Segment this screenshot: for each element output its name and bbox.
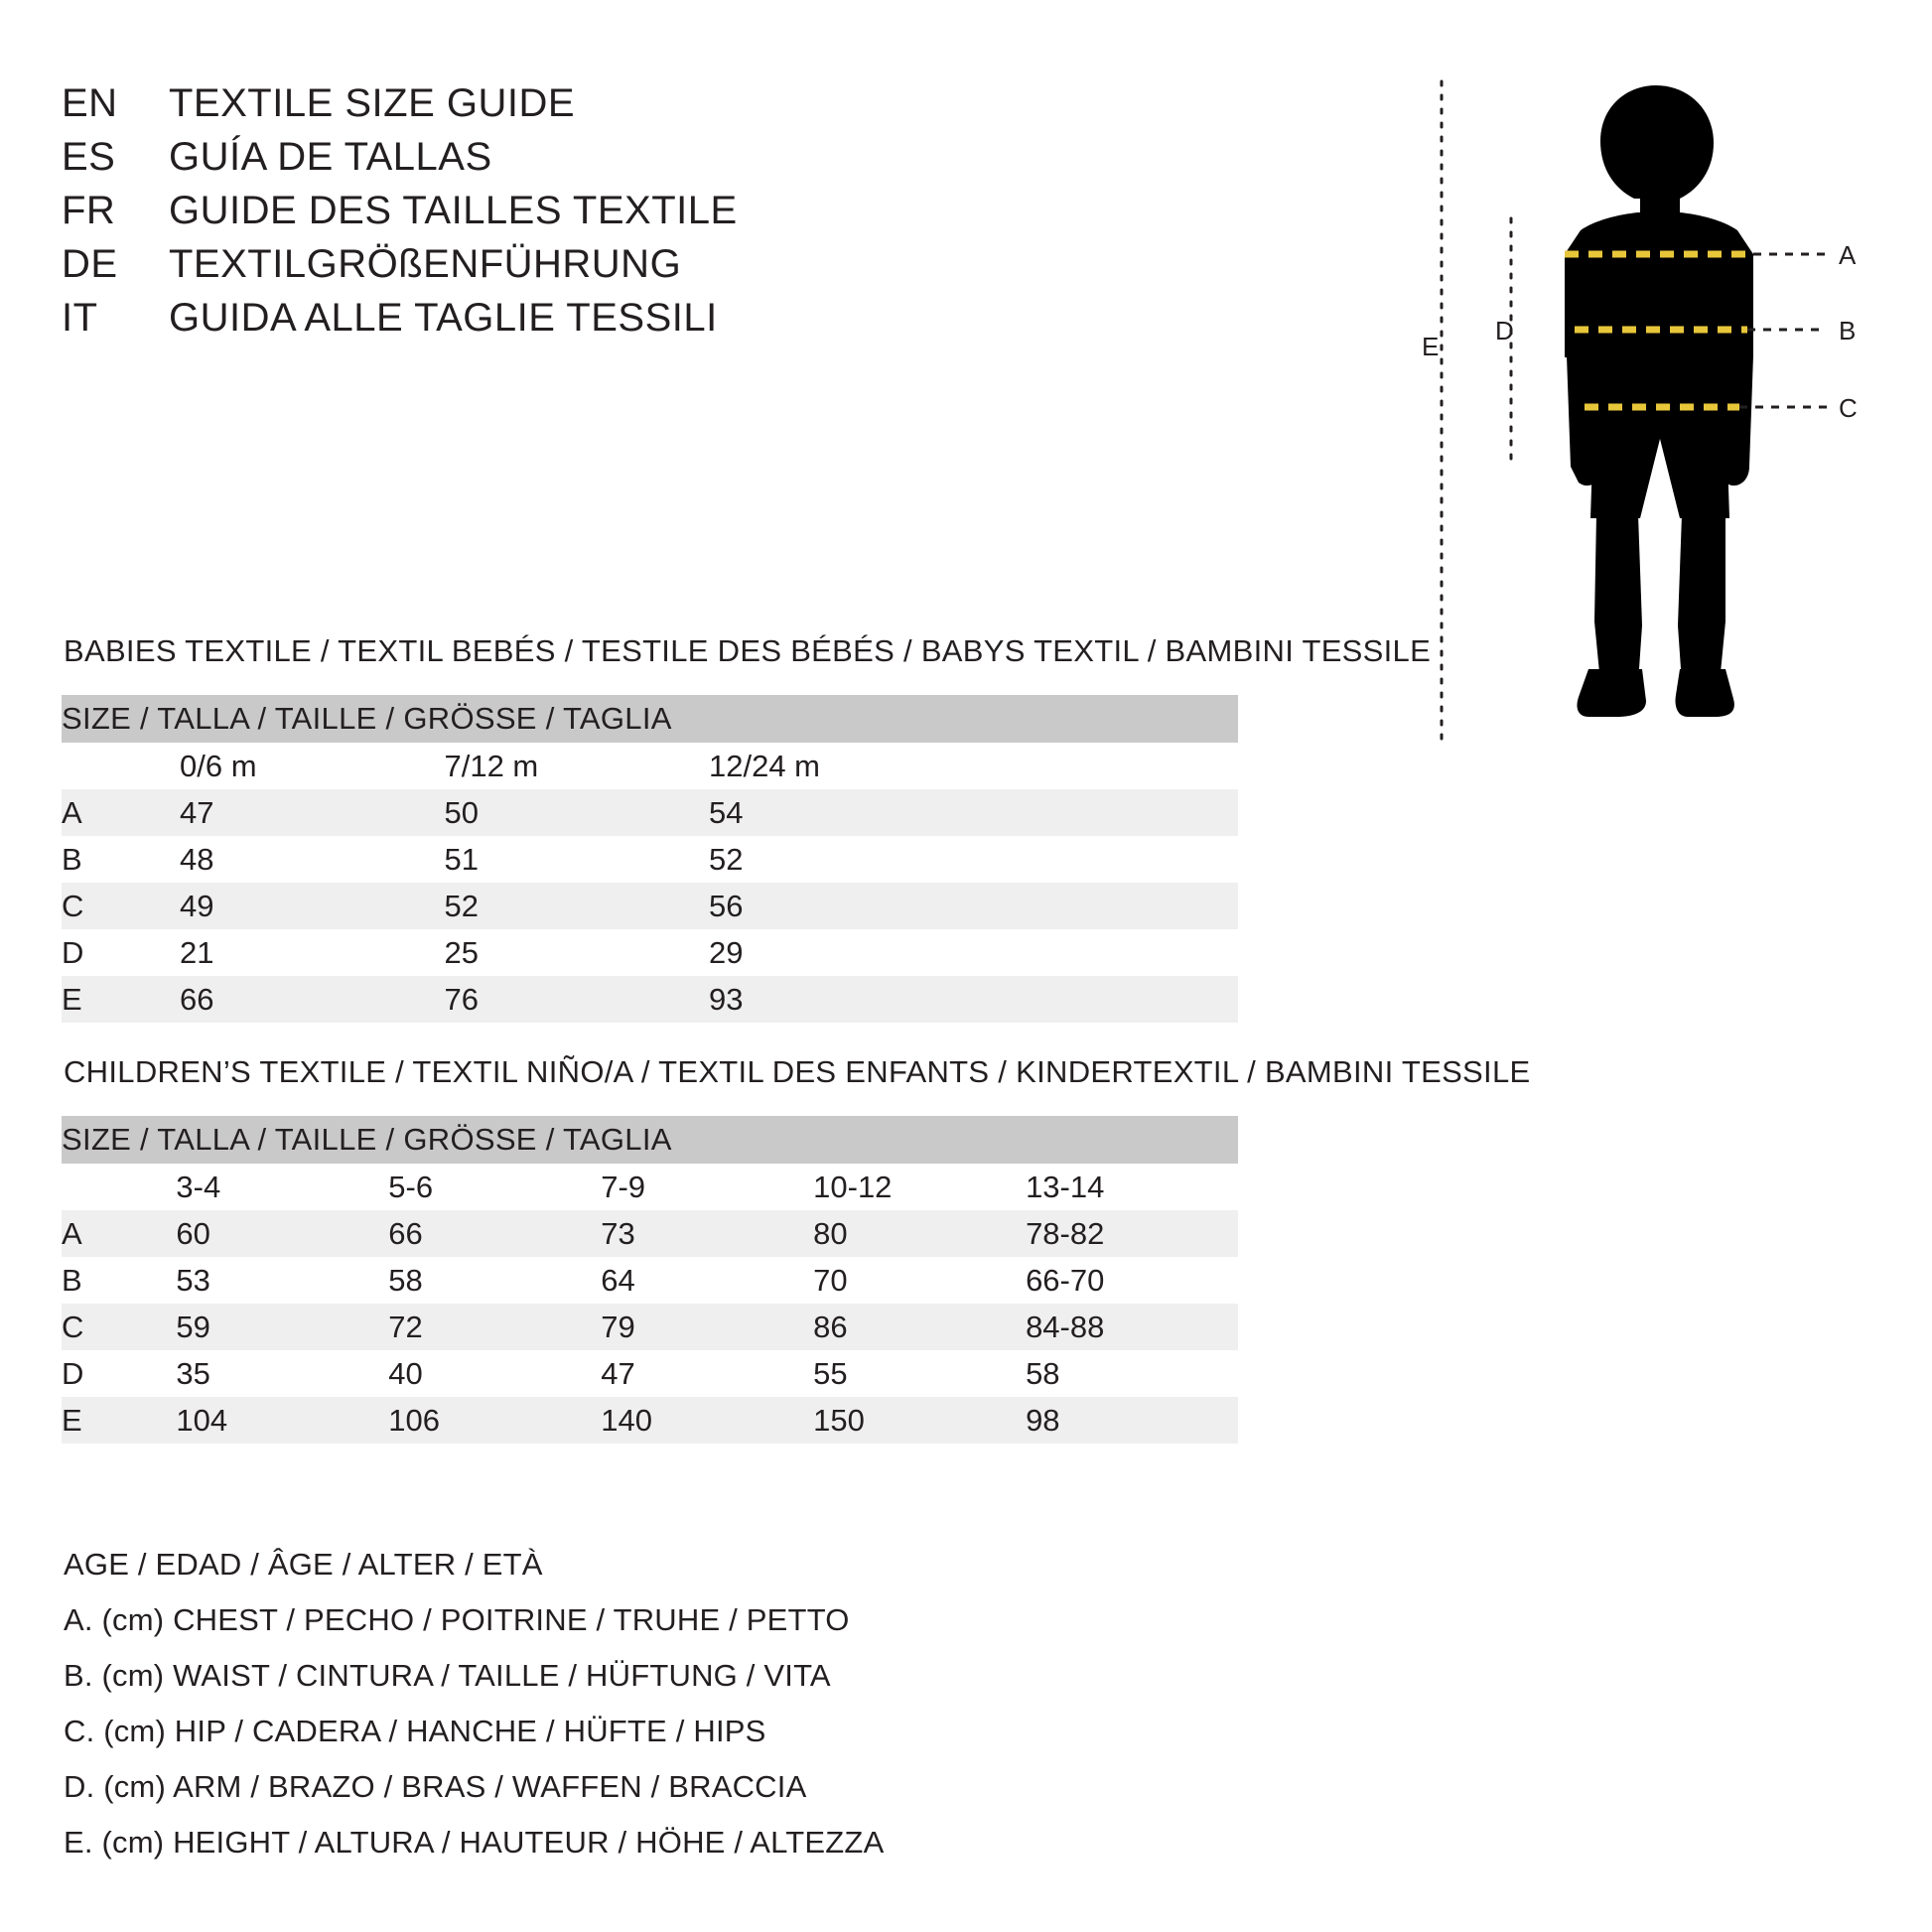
babies-size-2: 12/24 m: [709, 743, 974, 789]
babies-size-0: 0/6 m: [180, 743, 445, 789]
children-sizes-rowlabel: [62, 1164, 176, 1210]
children-row-label-c: C: [62, 1304, 176, 1350]
language-titles: [62, 81, 1154, 349]
children-e-2: 140: [601, 1397, 813, 1444]
legend-line-waist: B. (cm) WAIST / CINTURA / TAILLE / HÜFTUNG / VITA: [64, 1658, 831, 1693]
language-row-fr: [62, 189, 1154, 242]
table-row: [62, 1397, 1238, 1444]
children-b-4: 66-70: [1026, 1257, 1238, 1304]
children-size-0: 3-4: [176, 1164, 388, 1210]
figure-label-d: D: [1495, 316, 1514, 345]
children-b-1: 58: [388, 1257, 601, 1304]
measurement-legend: [64, 1537, 1255, 1870]
language-title-it: GUIDA ALLE TAGLIE TESSILI: [169, 296, 718, 340]
figure-label-e: E: [1422, 332, 1440, 361]
children-sizes-row: [62, 1164, 1238, 1210]
babies-c-1: 52: [444, 883, 709, 929]
table-row: [62, 1350, 1238, 1397]
legend-line-arm: D. (cm) ARM / BRAZO / BRAS / WAFFEN / BRACCIA: [64, 1769, 807, 1804]
children-table-header-row: [62, 1116, 1238, 1164]
babies-d-1: 25: [444, 929, 709, 976]
babies-b-2: 52: [709, 836, 974, 883]
babies-row-label-a: A: [62, 789, 180, 836]
babies-row-label-e: E: [62, 976, 180, 1023]
babies-e-pad: [973, 976, 1238, 1023]
children-table-header-label: SIZE / TALLA / TAILLE / GRÖSSE / TAGLIA: [62, 1116, 1238, 1164]
children-section-caption: CHILDREN’S TEXTILE / TEXTIL NIÑO/A / TEXTIL DES ENFANTS / KINDERTEXTIL / BAMBINI TESSILE: [64, 1054, 1531, 1089]
babies-d-0: 21: [180, 929, 445, 976]
children-d-4: 58: [1026, 1350, 1238, 1397]
children-a-2: 73: [601, 1210, 813, 1257]
babies-d-2: 29: [709, 929, 974, 976]
babies-a-0: 47: [180, 789, 445, 836]
babies-row-label-b: B: [62, 836, 180, 883]
table-row: [62, 1304, 1238, 1350]
children-d-0: 35: [176, 1350, 388, 1397]
children-a-3: 80: [813, 1210, 1026, 1257]
language-row-it: [62, 296, 1154, 349]
children-c-1: 72: [388, 1304, 601, 1350]
babies-c-pad: [973, 883, 1238, 929]
table-row: [62, 1257, 1238, 1304]
babies-a-1: 50: [444, 789, 709, 836]
babies-row-label-d: D: [62, 929, 180, 976]
children-e-3: 150: [813, 1397, 1026, 1444]
measurement-figure: [1390, 69, 1886, 755]
children-a-1: 66: [388, 1210, 601, 1257]
table-row: [62, 929, 1238, 976]
language-title-de: TEXTILGRÖßENFÜHRUNG: [169, 242, 682, 286]
babies-e-2: 93: [709, 976, 974, 1023]
children-row-label-d: D: [62, 1350, 176, 1397]
babies-row-label-c: C: [62, 883, 180, 929]
children-b-3: 70: [813, 1257, 1026, 1304]
language-code-en: EN: [62, 81, 118, 125]
legend-line-chest: A. (cm) CHEST / PECHO / POITRINE / TRUHE / PETTO: [64, 1602, 850, 1637]
children-a-0: 60: [176, 1210, 388, 1257]
legend-line-height: E. (cm) HEIGHT / ALTURA / HAUTEUR / HÖHE / ALTEZZA: [64, 1825, 885, 1860]
language-title-en: TEXTILE SIZE GUIDE: [169, 81, 576, 125]
children-c-2: 79: [601, 1304, 813, 1350]
figure-label-b: B: [1839, 316, 1857, 345]
babies-size-blank: [973, 743, 1238, 789]
figure-label-a: A: [1839, 240, 1857, 270]
language-code-it: IT: [62, 296, 98, 340]
children-d-1: 40: [388, 1350, 601, 1397]
children-row-label-a: A: [62, 1210, 176, 1257]
children-b-0: 53: [176, 1257, 388, 1304]
children-c-0: 59: [176, 1304, 388, 1350]
children-row-label-b: B: [62, 1257, 176, 1304]
babies-b-1: 51: [444, 836, 709, 883]
language-code-es: ES: [62, 135, 116, 179]
children-table-wrapper: [62, 1116, 1238, 1444]
language-row-de: [62, 242, 1154, 296]
children-d-3: 55: [813, 1350, 1026, 1397]
legend-line-hip: C. (cm) HIP / CADERA / HANCHE / HÜFTE / HIPS: [64, 1714, 766, 1748]
children-b-2: 64: [601, 1257, 813, 1304]
language-title-es: GUÍA DE TALLAS: [169, 135, 492, 179]
table-row: [62, 883, 1238, 929]
children-a-4: 78-82: [1026, 1210, 1238, 1257]
babies-sizes-row: [62, 743, 1238, 789]
babies-table-wrapper: [62, 695, 1238, 1023]
babies-size-table: [62, 695, 1238, 1023]
children-size-1: 5-6: [388, 1164, 601, 1210]
figure-label-c: C: [1839, 393, 1858, 423]
babies-c-2: 56: [709, 883, 974, 929]
children-size-table: [62, 1116, 1238, 1444]
language-title-fr: GUIDE DES TAILLES TEXTILE: [169, 189, 738, 232]
babies-a-pad: [973, 789, 1238, 836]
table-row: [62, 1210, 1238, 1257]
legend-line-age: AGE / EDAD / ÂGE / ALTER / ETÀ: [64, 1547, 543, 1582]
children-c-4: 84-88: [1026, 1304, 1238, 1350]
children-e-1: 106: [388, 1397, 601, 1444]
babies-b-pad: [973, 836, 1238, 883]
table-row: [62, 789, 1238, 836]
children-size-2: 7-9: [601, 1164, 813, 1210]
babies-size-1: 7/12 m: [444, 743, 709, 789]
language-row-en: [62, 81, 1154, 135]
babies-c-0: 49: [180, 883, 445, 929]
babies-e-0: 66: [180, 976, 445, 1023]
children-e-0: 104: [176, 1397, 388, 1444]
table-row: [62, 976, 1238, 1023]
children-row-label-e: E: [62, 1397, 176, 1444]
children-d-2: 47: [601, 1350, 813, 1397]
table-row: [62, 836, 1238, 883]
children-size-3: 10-12: [813, 1164, 1026, 1210]
babies-table-header-label: SIZE / TALLA / TAILLE / GRÖSSE / TAGLIA: [62, 695, 1238, 743]
babies-d-pad: [973, 929, 1238, 976]
language-code-de: DE: [62, 242, 118, 286]
children-c-3: 86: [813, 1304, 1026, 1350]
babies-table-header-row: [62, 695, 1238, 743]
babies-b-0: 48: [180, 836, 445, 883]
children-size-4: 13-14: [1026, 1164, 1238, 1210]
children-e-4: 98: [1026, 1397, 1238, 1444]
child-silhouette: [1565, 85, 1753, 717]
babies-sizes-rowlabel: [62, 743, 180, 789]
language-code-fr: FR: [62, 189, 116, 232]
language-row-es: [62, 135, 1154, 189]
babies-e-1: 76: [444, 976, 709, 1023]
babies-a-2: 54: [709, 789, 974, 836]
babies-section-caption: BABIES TEXTILE / TEXTIL BEBÉS / TESTILE DES BÉBÉS / BABYS TEXTIL / BAMBINI TESSILE: [64, 633, 1432, 668]
